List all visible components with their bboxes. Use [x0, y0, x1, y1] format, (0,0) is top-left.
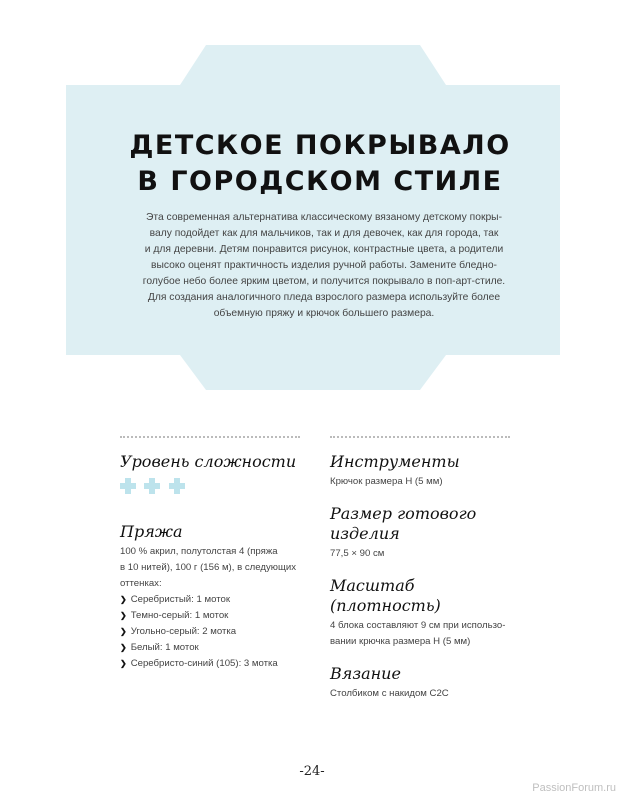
- size-heading: Размер готового изделия: [330, 504, 477, 543]
- level-heading: Уровень сложности: [120, 452, 297, 471]
- intro-paragraph: [142, 210, 506, 322]
- gauge-text: [330, 618, 530, 650]
- list-item: ❯ Угольно-серый: 2 мотка: [120, 626, 237, 637]
- intro-line: высоко оценят практичность изделия ручной работы. Замените бледно-: [151, 260, 497, 271]
- list-item: ❯ Серебристо-синий (105): 3 мотка: [120, 658, 278, 669]
- chevron-right-icon: ❯: [120, 611, 127, 620]
- tools-heading: Инструменты: [330, 452, 460, 471]
- gauge-line: 4 блока составляют 9 см при использо-: [330, 620, 506, 631]
- intro-line: валу подойдет как для мальчиков, так и для девочек, как для города, так: [149, 228, 499, 239]
- list-item: ❯ Белый: 1 моток: [120, 642, 199, 653]
- plus-icon: [144, 478, 160, 494]
- page-number: -24-: [299, 764, 325, 779]
- plus-icon: [169, 478, 185, 494]
- intro-line: объемную пряжу и крючок большего размера.: [213, 308, 435, 319]
- yarn-list: [120, 592, 320, 672]
- yarn-heading: Пряжа: [120, 522, 183, 541]
- stitch-heading: Вязание: [330, 664, 401, 683]
- yarn-line: в 10 нитей), 100 г (156 м), в следующих: [120, 562, 297, 573]
- left-dotted-divider: [120, 436, 300, 438]
- list-item: ❯ Темно-серый: 1 моток: [120, 610, 229, 621]
- intro-line: Эта современная альтернатива классическому вязаному детскому покры-: [145, 212, 503, 223]
- yarn-line: 100 % акрил, полутолстая 4 (пряжа: [120, 546, 278, 557]
- chevron-right-icon: ❯: [120, 643, 127, 652]
- gauge-line: вании крючка размера Н (5 мм): [330, 636, 471, 647]
- watermark: PassionForum.ru: [532, 782, 616, 794]
- right-dotted-divider: [330, 436, 510, 438]
- intro-line: и для деревни. Детям понравится рисунок, контрастные цвета, а родители: [144, 244, 504, 255]
- left-column: [120, 452, 320, 672]
- chevron-right-icon: ❯: [120, 659, 127, 668]
- difficulty-rating: [120, 478, 320, 496]
- yarn-description: [120, 544, 320, 592]
- stitch-text: Столбиком с накидом С2С: [330, 688, 449, 699]
- title-line-1: ДЕТСКОЕ ПОКРЫВАЛО: [129, 130, 511, 161]
- right-column: [330, 452, 530, 702]
- list-item: ❯ Серебристый: 1 моток: [120, 594, 231, 605]
- title-line-2: В ГОРОДСКОМ СТИЛЕ: [137, 166, 503, 197]
- chevron-right-icon: ❯: [120, 595, 127, 604]
- page-title: [110, 128, 530, 200]
- plus-icon: [120, 478, 136, 494]
- yarn-line: оттенках:: [120, 578, 162, 589]
- size-text: 77,5 × 90 см: [330, 548, 385, 559]
- chevron-right-icon: ❯: [120, 627, 127, 636]
- tools-text: Крючок размера Н (5 мм): [330, 476, 443, 487]
- gauge-heading: Масштаб (плотность): [330, 576, 441, 615]
- intro-line: Для создания аналогичного пледа взрослого размера используйте более: [147, 292, 501, 303]
- intro-line: голубое небо более ярким цветом, и получится покрывало в поп-арт-стиле.: [142, 276, 506, 287]
